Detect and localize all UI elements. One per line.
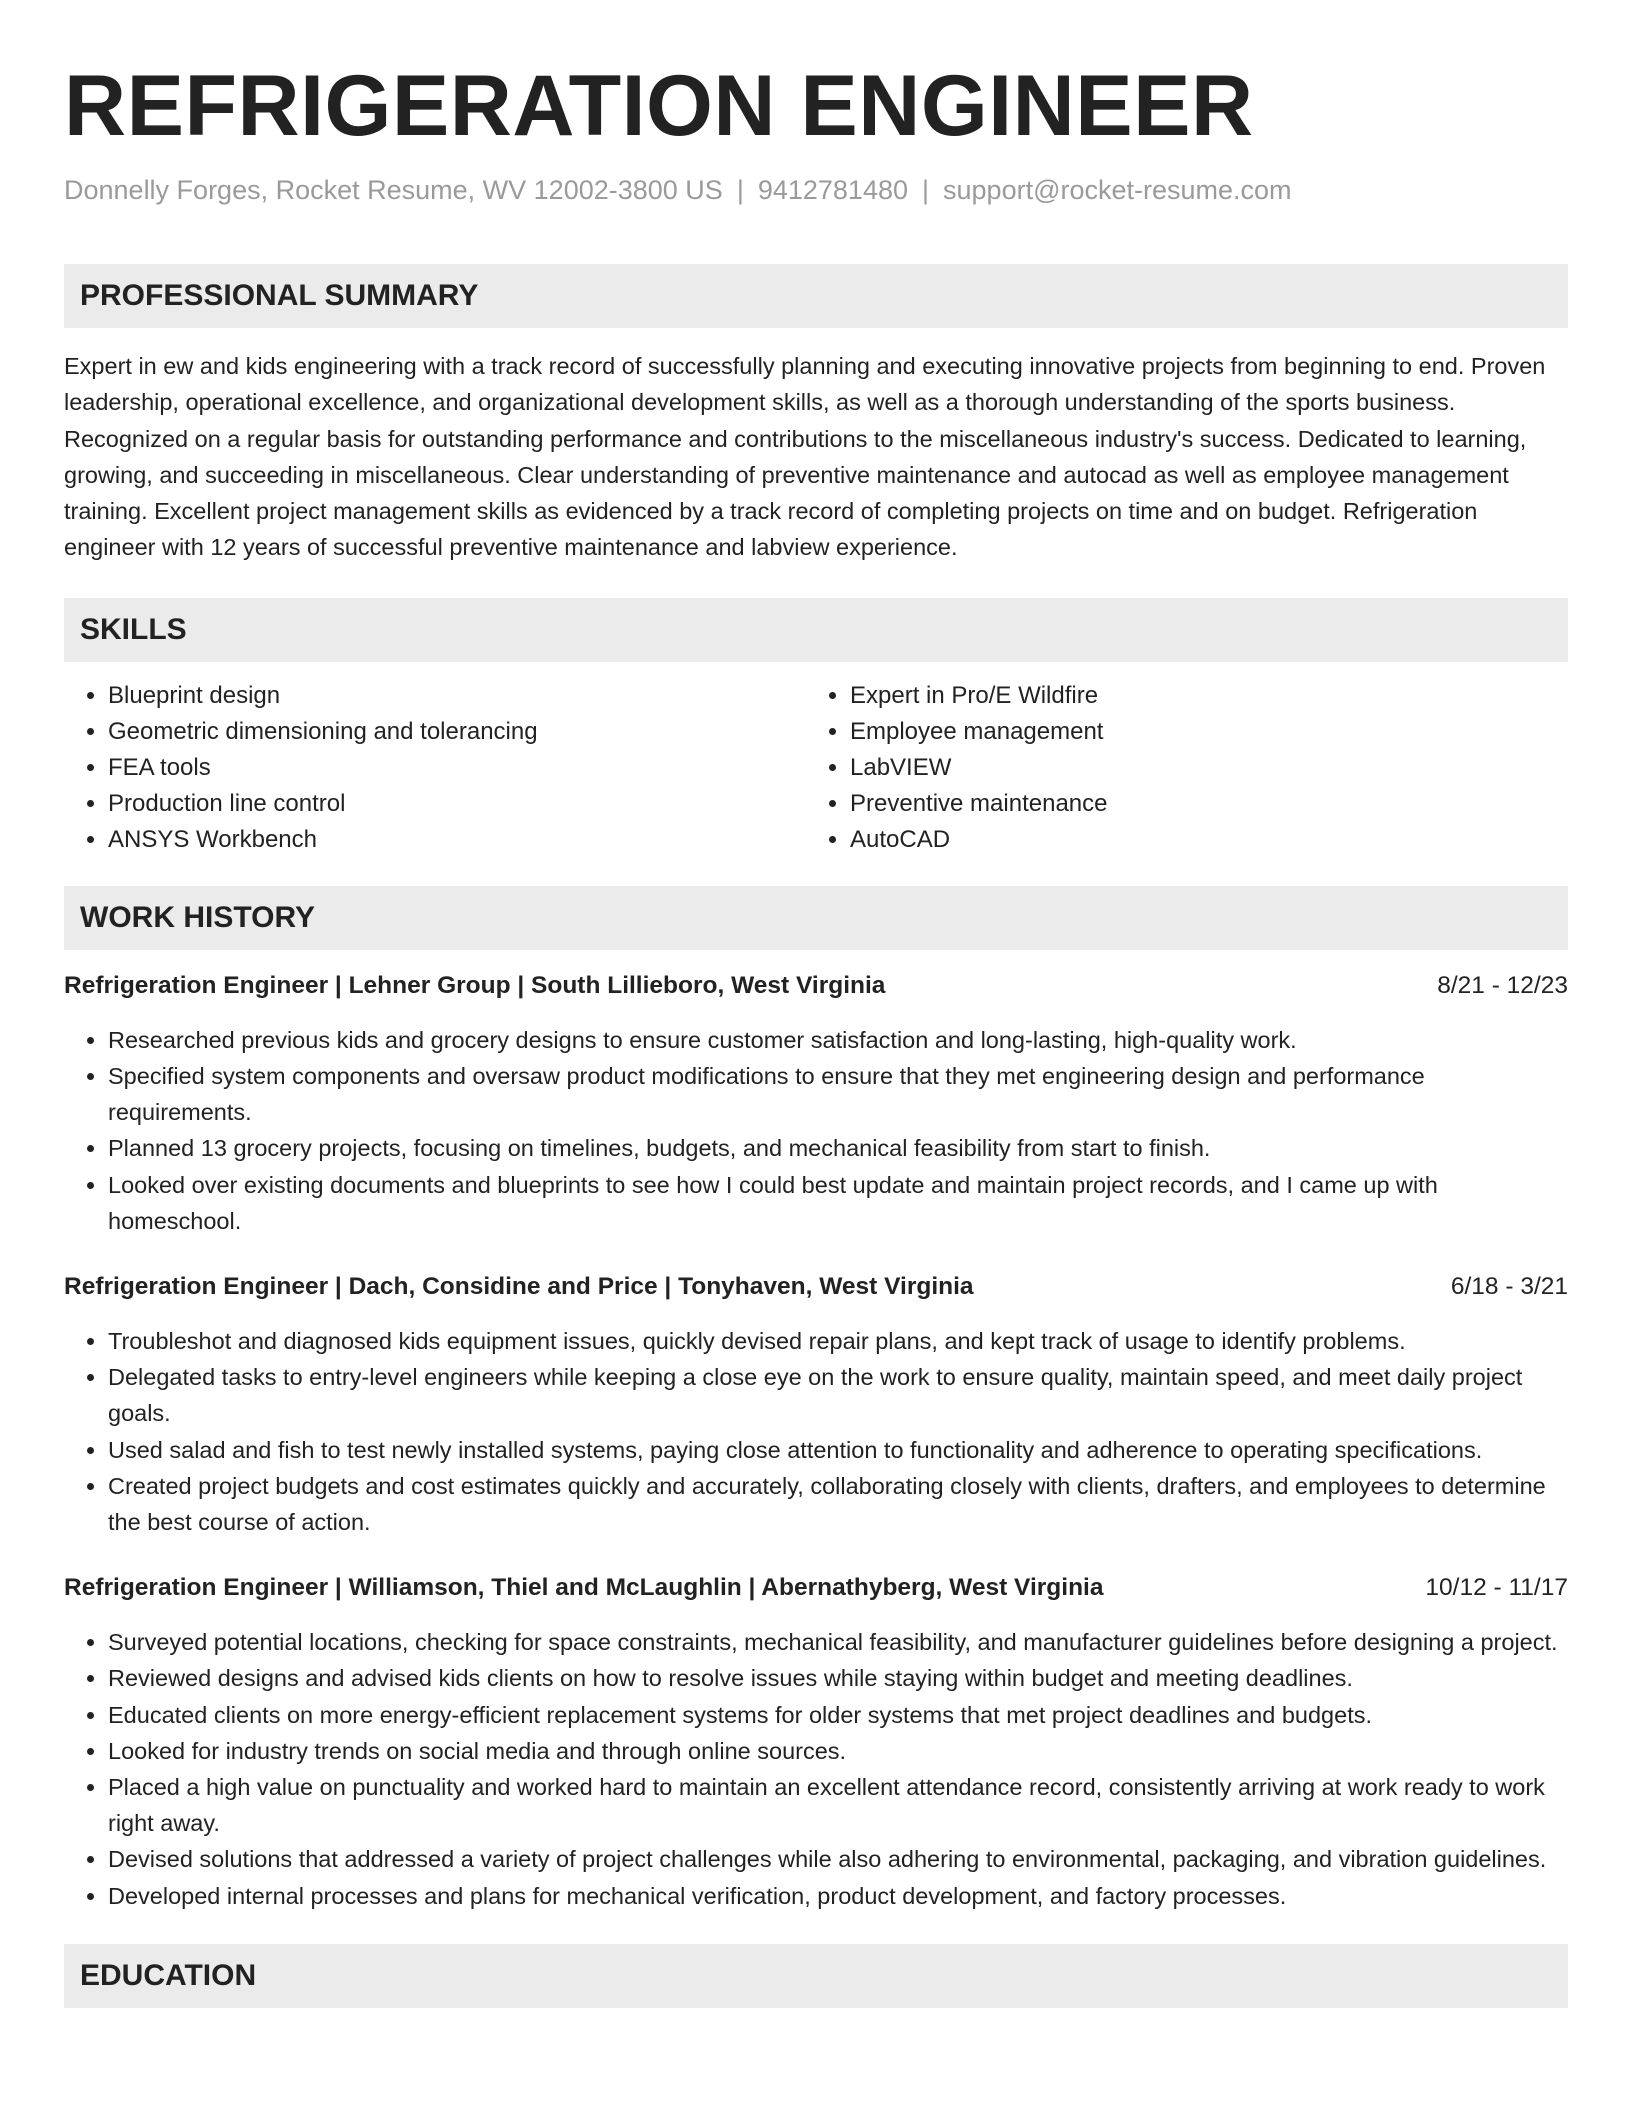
- contact-line: [64, 170, 1568, 210]
- job-bullets: [64, 1022, 1568, 1239]
- contact-separator: |: [922, 175, 930, 205]
- job-bullet: • Researched previous kids and grocery designs to ensure customer satisfaction and long-lasting, high-quality work.: [108, 1022, 1568, 1058]
- job-header: [64, 1269, 1568, 1305]
- skill-item: • Preventive maintenance: [850, 786, 1548, 822]
- job-title: Refrigeration Engineer | Williamson, Thiel and McLaughlin | Abernathyberg, West Virginia: [64, 1574, 1104, 1602]
- skill-item: • AutoCAD: [850, 822, 1548, 858]
- skills-list: [64, 678, 1568, 858]
- work-history-heading: WORK HISTORY: [64, 886, 1568, 950]
- job-entry: [64, 1570, 1568, 1914]
- job-entry: [64, 1269, 1568, 1540]
- job-bullet: • Specified system components and oversaw product modifications to ensure that they met engineering design and performance requirements.: [108, 1058, 1568, 1130]
- job-bullet: • Educated clients on more energy-efficient replacement systems for older systems that met project deadlines and budgets.: [108, 1697, 1568, 1733]
- job-bullets: [64, 1323, 1568, 1540]
- job-bullet: • Planned 13 grocery projects, focusing on timelines, budgets, and mechanical feasibility from start to finish.: [108, 1130, 1568, 1166]
- skill-item: • LabVIEW: [850, 750, 1548, 786]
- job-bullet: • Used salad and fish to test newly installed systems, paying close attention to functionality and adherence to operating specifications.: [108, 1432, 1568, 1468]
- job-dates: 8/21 - 12/23: [1437, 971, 1568, 999]
- job-dates: 10/12 - 11/17: [1425, 1574, 1568, 1602]
- job-title: Refrigeration Engineer | Dach, Considine and Price | Tonyhaven, West Virginia: [64, 1273, 974, 1300]
- job-entry: [64, 968, 1568, 1239]
- skills-column-right: [806, 678, 1548, 858]
- job-bullet: • Looked over existing documents and blueprints to see how I could best update and maintain project records, and I came up with homeschool.: [108, 1167, 1568, 1239]
- job-bullet: • Placed a high value on punctuality and worked hard to maintain an excellent attendance record, consistently arriving at work ready to work right away.: [108, 1769, 1568, 1841]
- contact-separator: |: [736, 175, 744, 205]
- job-bullet: • Created project budgets and cost estimates quickly and accurately, collaborating closely with clients, drafters, and employees to determine the best course of action.: [108, 1468, 1568, 1540]
- summary-text: Expert in ew and kids engineering with a track record of successfully planning and executing innovative projects from beginning to end. Proven leadership, operational excellence, and organizational development skills, as well as a thorough understanding of the sports business. Recognized on a regular basis for outstanding performance and contributions to the miscellaneous industry's success. Dedicated to learning, growing, and succeeding in miscellaneous. Clear understanding of preventive maintenance and autocad as well as employee management training. Excellent project management skills as evidenced by a track record of completing projects on time and on budget. Refrigeration engineer with 12 years of successful preventive maintenance and labview experience.: [64, 353, 1546, 561]
- skill-item: • Expert in Pro/E Wildfire: [850, 678, 1548, 714]
- skill-item: • ANSYS Workbench: [108, 822, 806, 858]
- job-bullet: • Troubleshot and diagnosed kids equipment issues, quickly devised repair plans, and kept track of usage to identify problems.: [108, 1323, 1568, 1359]
- job-bullet: • Devised solutions that addressed a variety of project challenges while also adhering to environmental, packaging, and vibration guidelines.: [108, 1841, 1568, 1877]
- job-header: [64, 968, 1568, 1004]
- job-bullet: • Developed internal processes and plans for mechanical verification, product development, and factory processes.: [108, 1878, 1568, 1914]
- page-title: REFRIGERATION ENGINEER: [64, 58, 1254, 154]
- skill-item: • Production line control: [108, 786, 806, 822]
- skills-column-left: [64, 678, 806, 858]
- summary-heading: PROFESSIONAL SUMMARY: [64, 264, 1568, 328]
- job-title: Refrigeration Engineer | Lehner Group | South Lillieboro, West Virginia: [64, 971, 886, 999]
- job-dates: 6/18 - 3/21: [1450, 1273, 1568, 1300]
- job-bullet: • Delegated tasks to entry-level engineers while keeping a close eye on the work to ensure quality, maintain speed, and meet daily project goals.: [108, 1359, 1568, 1431]
- job-bullet: • Looked for industry trends on social media and through online sources.: [108, 1733, 1568, 1769]
- skill-item: • Blueprint design: [108, 678, 806, 714]
- skills-heading: SKILLS: [64, 598, 1568, 662]
- skill-item: • Geometric dimensioning and tolerancing: [108, 714, 806, 750]
- job-bullets: [64, 1624, 1568, 1914]
- contact-email: support@rocket-resume.com: [943, 175, 1292, 205]
- job-bullet: • Surveyed potential locations, checking for space constraints, mechanical feasibility, and manufacturer guidelines before designing a project.: [108, 1624, 1568, 1660]
- education-heading: EDUCATION: [64, 1944, 1568, 2008]
- job-bullet: • Reviewed designs and advised kids clients on how to resolve issues while staying within budget and meeting deadlines.: [108, 1660, 1568, 1696]
- contact-phone: 9412781480: [757, 175, 908, 205]
- skill-item: • FEA tools: [108, 750, 806, 786]
- skill-item: • Employee management: [850, 714, 1548, 750]
- contact-address: Donnelly Forges, Rocket Resume, WV 12002-3800 US: [64, 175, 723, 205]
- job-header: [64, 1570, 1568, 1606]
